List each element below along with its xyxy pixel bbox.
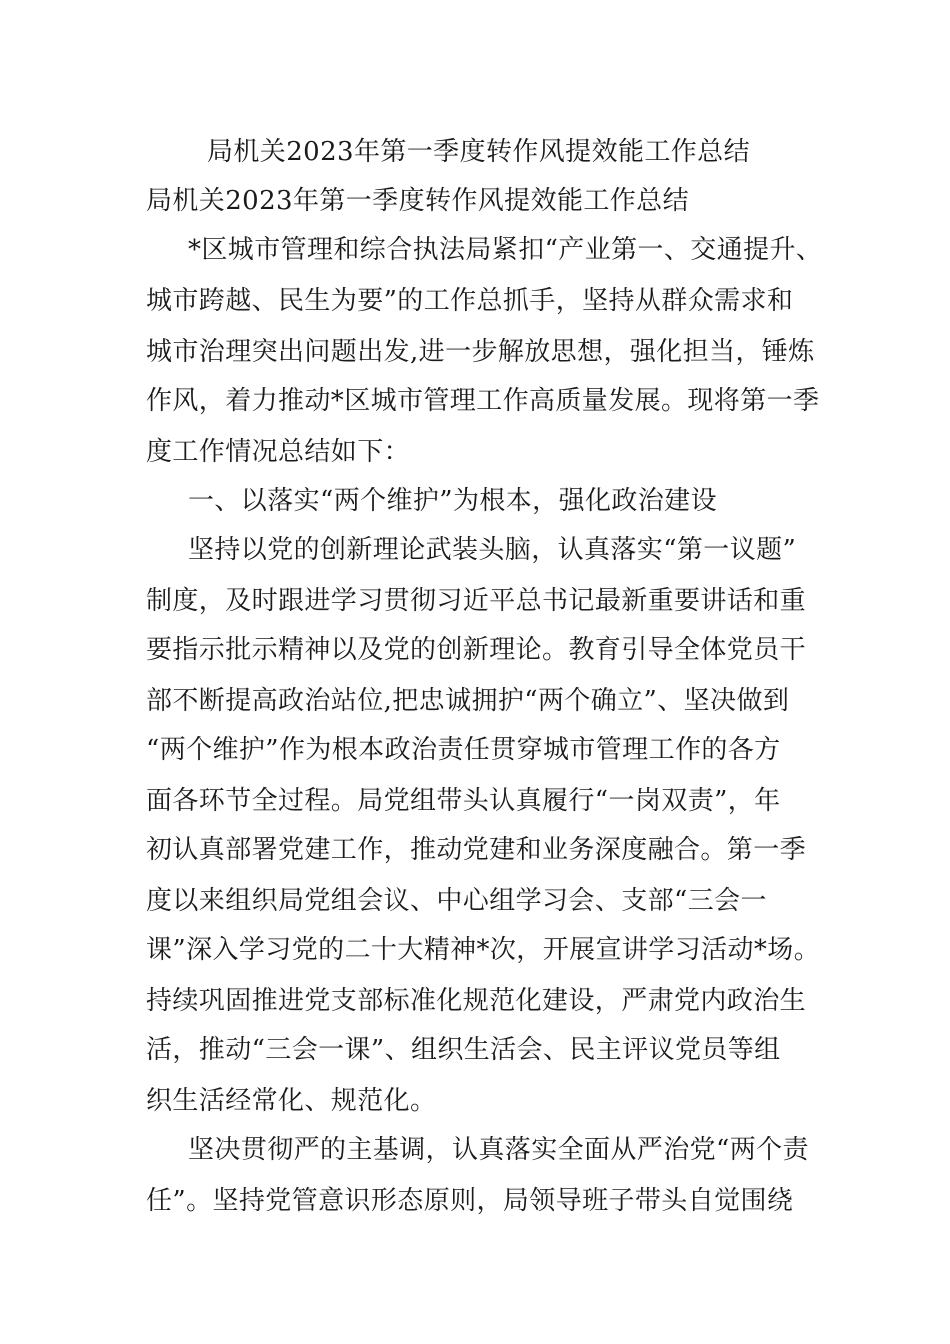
paragraph-line: 作风，着力推动*区城市管理工作高质量发展。现将第一季 bbox=[146, 386, 820, 416]
paragraph-line: 城市跨越、民生为要”的工作总抓手，坚持从群众需求和 bbox=[146, 286, 794, 316]
paragraph-line: 要指示批示精神以及党的创新理论。教育引导全体党员干 bbox=[146, 635, 807, 665]
paragraph-line: 制度，及时跟进学习贯彻习近平总书记最新重要讲话和重 bbox=[146, 586, 807, 616]
paragraph-line: 初认真部署党建工作，推动党建和业务深度融合。第一季 bbox=[146, 835, 807, 865]
paragraph-line: 坚决贯彻严的主基调，认真落实全面从严治党“两个责 bbox=[188, 1135, 809, 1165]
paragraph-line: 活，推动“三会一课”、组织生活会、民主评议党员等组 bbox=[146, 1035, 781, 1065]
paragraph-line: 度以来组织局党组会议、中心组学习会、支部“三会一 bbox=[146, 886, 767, 916]
paragraph-line: 坚持以党的创新理论武装头脑，认真落实“第一议题” bbox=[188, 535, 797, 565]
paragraph-line: 度工作情况总结如下： bbox=[146, 437, 411, 467]
paragraph-line: *区城市管理和综合执法局紧扣“产业第一、交通提升、 bbox=[188, 235, 823, 265]
paragraph-line: 课”深入学习党的二十大精神*次，开展宣讲学习活动*场。 bbox=[146, 935, 821, 965]
paragraph-line: 部不断提高政治站位,把忠诚拥护“两个确立”、坚决做到 bbox=[146, 686, 790, 716]
paragraph-line: 城市治理突出问题出发,进一步解放思想，强化担当，锤炼 bbox=[146, 337, 815, 367]
document-centered-title: 局机关2023年第一季度转作风提效能工作总结 bbox=[207, 137, 750, 167]
paragraph-line: 任”。坚持党管意识形态原则，局领导班子带头自觉围绕 bbox=[146, 1186, 794, 1216]
paragraph-line: “两个维护”作为根本政治责任贯穿城市管理工作的各方 bbox=[146, 735, 781, 765]
paragraph-line: 织生活经常化、规范化。 bbox=[146, 1086, 437, 1116]
section-heading: 一、以落实“两个维护”为根本，强化政治建设 bbox=[188, 486, 717, 516]
document-title: 局机关2023年第一季度转作风提效能工作总结 bbox=[146, 186, 689, 216]
paragraph-line: 面各环节全过程。局党组带头认真履行“一岗双责”，年 bbox=[146, 786, 781, 816]
paragraph-line: 持续巩固推进党支部标准化规范化建设，严肃党内政治生 bbox=[146, 986, 807, 1016]
